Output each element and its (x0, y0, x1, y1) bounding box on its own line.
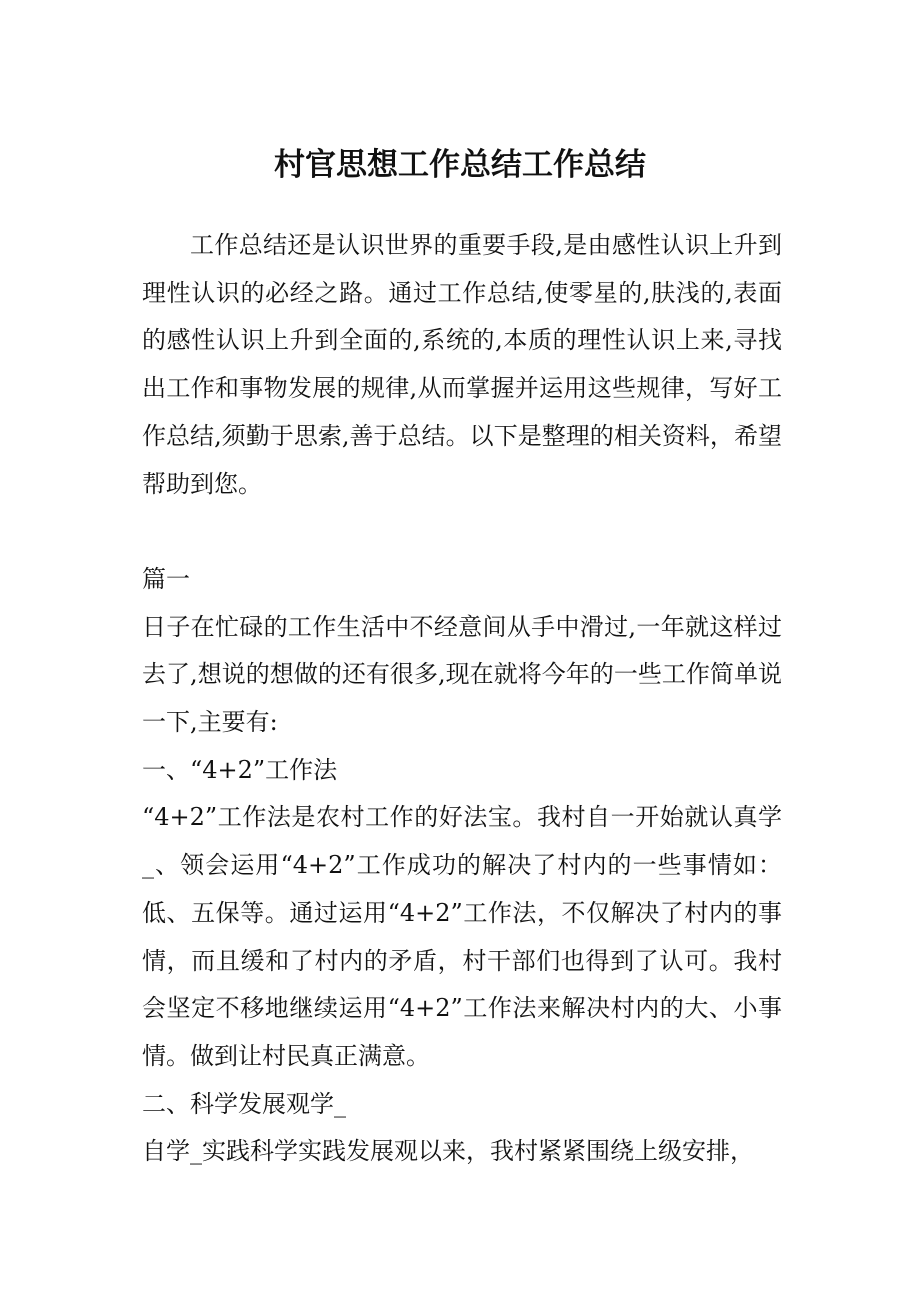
section-label: 篇一 (142, 564, 190, 593)
section-heading-1: 一、“4+2”工作法 (142, 755, 338, 784)
body-paragraph-2: “4+2”工作法是农村工作的好法宝。我村自一开始就认真学_、领会运用“4+2”工作成功的解决了村内的一些事情如：低、五保等。通过运用“4+2”工作法，不仅解决了村内的事情，而且缓和了村内的矛盾，村干部们也得到了认可。我村会坚定不移地继续运用“4+2”工作法来解决村内的大、小事情。做到让村民真正满意。 (142, 803, 782, 1070)
body-paragraph-3: 自学_实践科学实践发展观以来，我村紧紧围绕上级安排， (142, 1137, 754, 1166)
intro-paragraph: 工作总结还是认识世界的重要手段,是由感性认识上升到理性认识的必经之路。通过工作总结,使零星的,肤浅的,表面的感性认识上升到全面的,系统的,本质的理性认识上来,寻找出工作和事物发展的规律,从而掌握并运用这些规律，写好工作总结,须勤于思索,善于总结。以下是整理的相关资料，希望帮助到您。 (142, 231, 782, 498)
section-heading-2: 二、科学发展观学_ (142, 1089, 346, 1118)
body-paragraph-1: 日子在忙碌的工作生活中不经意间从手中滑过,一年就这样过去了,想说的想做的还有很多,现在就将今年的一些工作简单说一下,主要有: (142, 612, 782, 737)
document-body (142, 222, 782, 1176)
paragraph-gap (142, 508, 782, 556)
document-title: 村官思想工作总结工作总结 (274, 147, 646, 183)
